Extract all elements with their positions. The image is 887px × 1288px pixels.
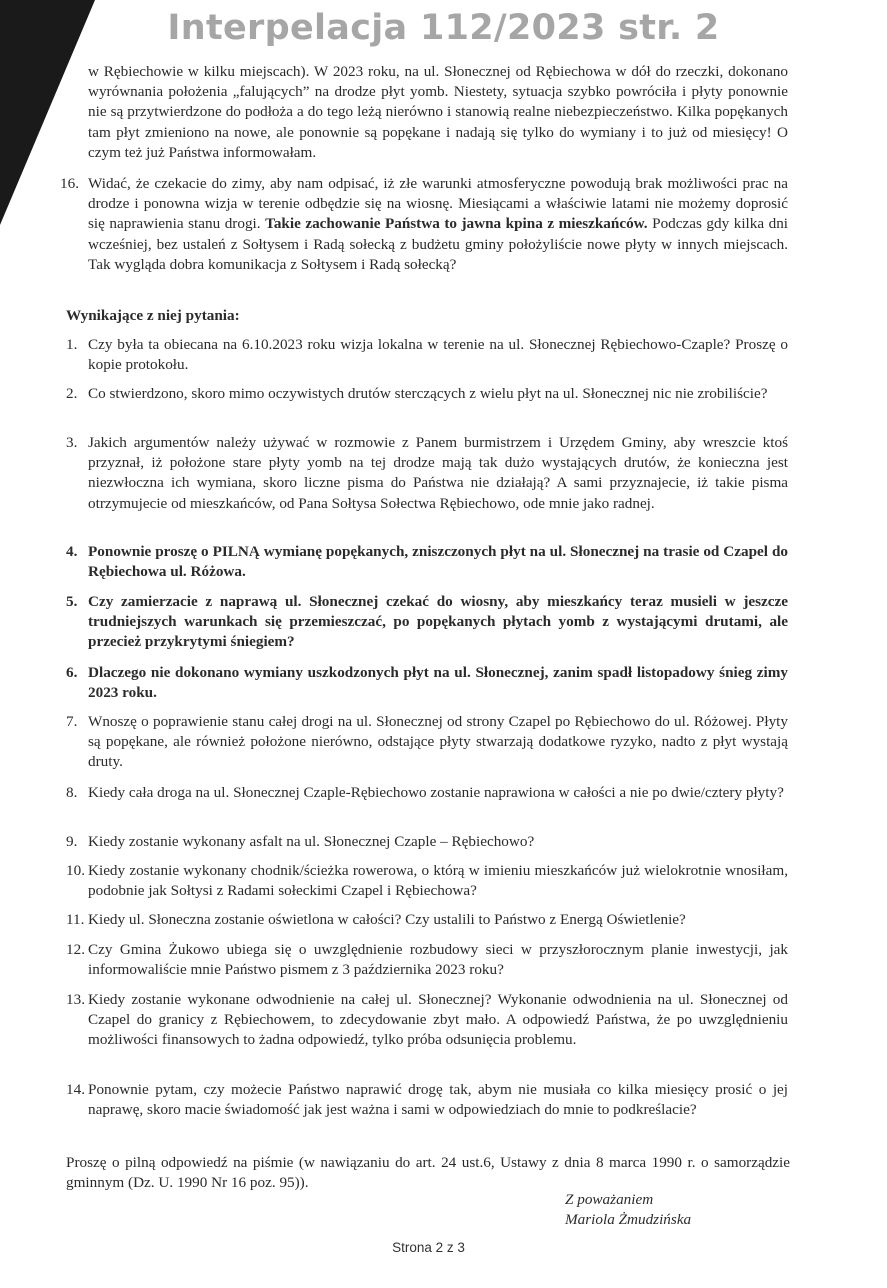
question-text: Dlaczego nie dokonano wymiany uszkodzonych płyt na ul. Słonecznej, zanim spadł listopadowy śnieg zimy 2023 roku. — [88, 664, 788, 702]
question-text: Czy Gmina Żukowo ubiega się o uwzględnienie rozbudowy sieci w przyszłorocznym planie inwestycji, jak informowaliście mnie Państwo pismem z 3 października 2023 roku? — [88, 941, 788, 979]
page-number-footer: Strona 2 z 3 — [392, 1240, 465, 1255]
question-14 — [66, 1080, 788, 1120]
question-number: 3. — [66, 434, 78, 451]
question-number: 12. — [66, 941, 85, 958]
question-2 — [66, 384, 788, 404]
intro-paragraph — [88, 62, 788, 163]
point-16-text-a: Widać, że czekacie do zimy, aby nam odpisać, iż złe warunki atmosferyczne powodują brak możliwości prac na drodze i ponowna wizja w terenie odbędzie się na wiosnę. Miesiącami a właściwie latami nie możemy doprosić się naprawienia stanu drogi. — [88, 175, 788, 233]
question-11 — [66, 910, 788, 930]
question-10 — [66, 861, 788, 901]
point-16-text — [88, 174, 788, 275]
question-number: 6. — [66, 664, 78, 681]
question-5 — [66, 592, 788, 653]
question-number: 2. — [66, 385, 78, 402]
question-text: Kiedy cała droga na ul. Słonecznej Czaple-Rębiechowo zostanie naprawiona w całości a nie po dwie/cztery płyty? — [88, 784, 784, 801]
page-header-title: Interpelacja 112/2023 str. 2 — [167, 8, 720, 48]
intro-text: w Rębiechowie w kilku miejscach). W 2023 roku, na ul. Słonecznej od Rębiechowa w dół do rzeczki, dokonano wyrównania położenia „falujących” na drodze płyt yomb. Niestety, sytuacja szybko powróciła i płyty ponownie nie są przytwierdzone do podłoża a do tego leżą nierówno i stanowią realne niebezpieczeństwo. Kilka popękanych tam płyt zmieniono na nowe, ale ponownie są popękane i nadają się tylko do wymiany i to już od miesięcy! O czym też już Państwa informowałam. — [88, 63, 788, 161]
signature-name: Mariola Żmudzińska — [565, 1211, 692, 1228]
signature-block — [565, 1190, 691, 1230]
point-16 — [60, 174, 788, 275]
point-16-text-bold: Takie zachowanie Państwa to jawna kpina z mieszkańców. — [265, 215, 648, 233]
question-text: Jakich argumentów należy używać w rozmowie z Panem burmistrzem i Urzędem Gminy, aby wreszcie ktoś przyznał, iż położone stare płyty yomb na tej drodze mają tak dużo wystających drutów, że konieczna jest niezwłoczna ich wymiana, skoro liczne pisma do Państwa nie działają? A sami przyznajecie, iż takie pisma otrzymujecie od mieszkańców, od Pana Sołtysa Sołectwa Rębiechowo, ode mnie jako radnej. — [88, 434, 788, 512]
point-16-number: 16. — [60, 175, 79, 192]
question-number: 11. — [66, 911, 85, 928]
question-text: Ponownie pytam, czy możecie Państwo naprawić drogę tak, abym nie musiała co kilka miesięcy prosić o jej naprawę, skoro macie świadomość jak jest ważna i sami w odpowiedziach do mnie to podkreślacie? — [88, 1081, 788, 1119]
question-number: 4. — [66, 543, 78, 560]
question-text: Wnoszę o poprawienie stanu całej drogi na ul. Słonecznej od strony Czapel po Rębiechowo do ul. Różowej. Płyty są popękane, ale również położone nierówno, odstające płyty stwarzają dodatkowe ryzyko, nadto z płyt wystają druty. — [88, 713, 788, 771]
question-7 — [66, 712, 788, 773]
signature-greeting: Z poważaniem — [565, 1191, 654, 1208]
question-number: 7. — [66, 713, 78, 730]
question-3 — [66, 433, 788, 514]
question-text: Kiedy ul. Słoneczna zostanie oświetlona w całości? Czy ustalili to Państwo z Energą Oświetlenie? — [88, 911, 686, 928]
question-text: Czy była ta obiecana na 6.10.2023 roku wizja lokalna w terenie na ul. Słonecznej Rębiechowo-Czaple? Proszę o kopie protokołu. — [88, 336, 788, 374]
closing-paragraph: Proszę o pilną odpowiedź na piśmie (w nawiązaniu do art. 24 ust.6, Ustawy z dnia 8 marca 1990 r. o samorządzie gminnym (Dz. U. 1990 Nr 16 poz. 95)). — [66, 1154, 790, 1192]
question-text: Czy zamierzacie z naprawą ul. Słonecznej czekać do wiosny, aby mieszkańcy teraz musieli w jeszcze trudniejszych warunkach się przemieszczać, po popękanych płytach yomb z wystającymi drutami, ale przecież przykrytymi śniegiem? — [88, 593, 788, 651]
question-text: Ponownie proszę o PILNĄ wymianę popękanych, zniszczonych płyt na ul. Słonecznej na trasie od Czapel do Rębiechowa ul. Różowa. — [88, 543, 788, 581]
question-number: 5. — [66, 593, 78, 610]
question-text: Kiedy zostanie wykonane odwodnienie na całej ul. Słonecznej? Wykonanie odwodnienia na ul. Słonecznej od Czapel do granicy z Rębiechowem, to zdecydowanie zbyt mało. A odpowiedź Państwa, że po uwzględnieniu możliwości finansowych to żadna odpowiedź, tylko próba odsunięcia problemu. — [88, 991, 788, 1049]
question-text: Kiedy zostanie wykonany chodnik/ścieżka rowerowa, o którą w imieniu mieszkańców już wielokrotnie wnosiłam, podobnie jak Sołtysi z Radami sołeckimi Czapel i Rębiechowa? — [88, 862, 788, 900]
question-number: 10. — [66, 862, 85, 879]
question-number: 14. — [66, 1081, 85, 1098]
question-number: 13. — [66, 991, 85, 1008]
question-8 — [66, 783, 788, 803]
question-4 — [66, 542, 788, 582]
question-13 — [66, 990, 788, 1051]
question-12 — [66, 940, 788, 980]
question-1 — [66, 335, 788, 375]
question-text: Co stwierdzono, skoro mimo oczywistych drutów sterczących z wielu płyt na ul. Słonecznej nic nie zrobiliście? — [88, 385, 768, 402]
question-number: 9. — [66, 833, 78, 850]
question-number: 1. — [66, 336, 78, 353]
question-6 — [66, 663, 788, 703]
question-text: Kiedy zostanie wykonany asfalt na ul. Słonecznej Czaple – Rębiechowo? — [88, 833, 535, 850]
point-16-text-b: Podczas gdy kilka dni wcześniej, bez ustaleń z Sołtysem i Radą sołecką z budżetu gminy położyliście nowe płyty w innych miejscach. Tak wygląda dobra komunikacja z Sołtysem i Radą sołecką? — [88, 215, 789, 273]
question-9 — [66, 832, 788, 852]
question-number: 8. — [66, 784, 78, 801]
questions-heading: Wynikające z niej pytania: — [66, 307, 240, 324]
